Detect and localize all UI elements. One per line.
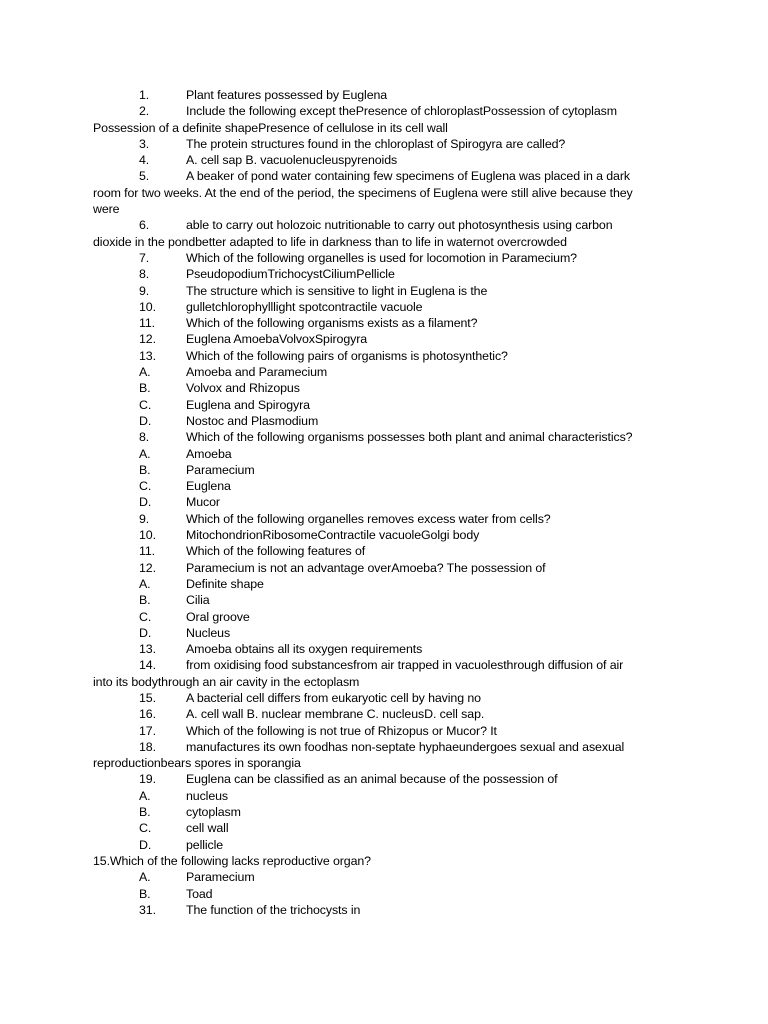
item-text: Amoeba obtains all its oxygen requirements	[186, 642, 423, 657]
item-text: manufactures its own foodhas non-septate hyphaeundergoes sexual and asexual	[186, 739, 625, 754]
list-item	[93, 315, 683, 331]
list-item	[93, 739, 683, 755]
list-item	[93, 494, 683, 510]
item-marker: A.	[139, 788, 151, 803]
list-item	[93, 592, 683, 608]
item-text: Euglena AmoebaVolvoxSpirogyra	[186, 332, 368, 347]
item-text: cytoplasm	[186, 805, 241, 820]
item-marker: 9.	[139, 511, 150, 526]
list-item	[93, 331, 683, 347]
list-item	[93, 478, 683, 494]
item-text: Mucor	[186, 495, 220, 510]
list-item	[93, 397, 683, 413]
item-marker: A.	[139, 365, 151, 380]
item-text: Paramecium	[186, 870, 255, 885]
list-item	[93, 103, 683, 119]
list-item	[93, 380, 683, 396]
item-text: nucleus	[186, 788, 229, 803]
list-item	[93, 820, 683, 836]
list-item	[93, 886, 683, 902]
list-item	[93, 87, 683, 103]
item-marker: 4.	[139, 153, 150, 168]
list-item	[93, 625, 683, 641]
item-marker: C.	[139, 821, 152, 836]
question-list	[93, 87, 683, 918]
item-text: MitochondrionRibosomeContractile vacuoleGolgi body	[186, 528, 480, 543]
item-text: cell wall	[186, 821, 229, 836]
item-text: Which of the following organelles removes excess water from cells?	[186, 511, 551, 526]
item-marker: 31.	[139, 902, 156, 917]
item-text: Cilia	[186, 593, 210, 608]
item-text: The protein structures found in the chloroplast of Spirogyra are called?	[186, 136, 566, 151]
item-marker: 12.	[139, 332, 156, 347]
item-text: A. cell sap B. vacuolenucleuspyrenoids	[186, 153, 398, 168]
list-item	[93, 217, 683, 233]
item-marker: 16.	[139, 707, 156, 722]
item-marker: B.	[139, 886, 151, 901]
list-item	[93, 804, 683, 820]
item-continuation: into its bodythrough an air cavity in the ectoplasm	[93, 674, 360, 689]
item-text: Euglena can be classified as an animal because of the possession of	[186, 772, 558, 787]
item-text: The structure which is sensitive to light in Euglena is the	[186, 283, 488, 298]
item-marker: 5.	[139, 169, 150, 184]
item-marker: 13.	[139, 348, 156, 363]
list-item	[93, 266, 683, 282]
item-marker: 11.	[139, 544, 156, 559]
item-text: Euglena and Spirogyra	[186, 397, 310, 412]
list-item	[93, 462, 683, 478]
item-text: able to carry out holozoic nutritionable to carry out photosynthesis using carbon	[186, 218, 613, 233]
list-item	[93, 690, 683, 706]
item-marker: 7.	[139, 250, 150, 265]
item-marker: 6.	[139, 218, 150, 233]
item-text: A bacterial cell differs from eukaryotic cell by having no	[186, 690, 481, 705]
item-text: Which of the following is not true of Rhizopus or Mucor? It	[186, 723, 497, 738]
item-text: Euglena	[186, 479, 231, 494]
list-item	[93, 152, 683, 168]
list-item	[93, 560, 683, 576]
item-marker: B.	[139, 805, 151, 820]
list-item	[93, 168, 683, 184]
list-item	[93, 136, 683, 152]
item-text: Paramecium is not an advantage overAmoeba? The possession of	[186, 560, 546, 575]
item-marker: 15.	[139, 690, 156, 705]
item-marker: 10.	[139, 528, 156, 543]
item-marker: B.	[139, 462, 151, 477]
item-text: Nostoc and Plasmodium	[186, 413, 319, 428]
item-text: Include the following except thePresence of chloroplastPossession of cytoplasm	[186, 104, 617, 119]
item-continuation: reproductionbears spores in sporangia	[93, 756, 301, 771]
item-marker: 18.	[139, 739, 156, 754]
item-text: Which of the following pairs of organisms is photosynthetic?	[186, 348, 508, 363]
item-text: Definite shape	[186, 576, 264, 591]
item-marker: D.	[139, 837, 152, 852]
item-marker: 11.	[139, 316, 156, 331]
item-marker: 8.	[139, 267, 150, 282]
item-text: Which of the following features of	[186, 544, 366, 559]
item-text: Volvox and Rhizopus	[186, 381, 300, 396]
item-marker: 8.	[139, 430, 150, 445]
list-item	[93, 446, 683, 462]
question-heading: 15.Which of the following lacks reproductive organ?	[93, 853, 371, 868]
item-text: Which of the following organisms exists as a filament?	[186, 316, 478, 331]
list-item	[93, 706, 683, 722]
item-marker: 3.	[139, 136, 150, 151]
item-marker: 10.	[139, 299, 156, 314]
list-item	[93, 283, 683, 299]
item-marker: 17.	[139, 723, 156, 738]
item-marker: B.	[139, 593, 151, 608]
item-continuation: dioxide in the pondbetter adapted to life in darkness than to life in waternot overcrowded	[93, 234, 567, 249]
item-text: Plant features possessed by Euglena	[186, 88, 388, 102]
list-item	[93, 348, 683, 364]
list-item	[93, 250, 683, 266]
item-marker: 14.	[139, 658, 156, 673]
item-marker: A.	[139, 446, 151, 461]
list-item	[93, 788, 683, 804]
list-item	[93, 429, 683, 445]
list-item	[93, 657, 683, 673]
item-text: Toad	[186, 886, 213, 901]
item-text: A. cell wall B. nuclear membrane C. nucleusD. cell sap.	[186, 707, 485, 722]
item-marker: 2.	[139, 104, 150, 119]
item-text: A beaker of pond water containing few specimens of Euglena was placed in a dark	[186, 169, 630, 184]
item-text: Nucleus	[186, 625, 231, 640]
item-marker: D.	[139, 413, 152, 428]
item-text: pellicle	[186, 837, 224, 852]
item-marker: 13.	[139, 642, 156, 657]
item-text: Amoeba	[186, 446, 232, 461]
item-text: Amoeba and Paramecium	[186, 365, 328, 380]
item-text: Paramecium	[186, 462, 255, 477]
item-marker: A.	[139, 576, 151, 591]
item-text: Which of the following organisms possesses both plant and animal characteristics?	[186, 430, 633, 445]
list-item	[93, 902, 683, 918]
item-marker: 1.	[139, 88, 150, 102]
item-marker: B.	[139, 381, 151, 396]
list-item	[93, 543, 683, 559]
item-marker: 9.	[139, 283, 150, 298]
item-continuation: room for two weeks. At the end of the period, the specimens of Euglena were still alive because they were	[93, 185, 633, 217]
item-marker: C.	[139, 609, 152, 624]
list-item	[93, 364, 683, 380]
item-marker: C.	[139, 397, 152, 412]
item-text: Oral groove	[186, 609, 250, 624]
list-item	[93, 511, 683, 527]
item-marker: D.	[139, 495, 152, 510]
item-text: Which of the following organelles is used for locomotion in Paramecium?	[186, 250, 577, 265]
list-item	[93, 413, 683, 429]
item-marker: D.	[139, 625, 152, 640]
item-continuation: Possession of a definite shapePresence of cellulose in its cell wall	[93, 120, 448, 135]
list-item	[93, 771, 683, 787]
item-marker: C.	[139, 479, 152, 494]
item-marker: 12.	[139, 560, 156, 575]
item-text: PseudopodiumTrichocystCiliumPellicle	[186, 267, 395, 282]
list-item	[93, 527, 683, 543]
list-item	[93, 299, 683, 315]
list-item	[93, 723, 683, 739]
item-text: gulletchlorophylllight spotcontractile vacuole	[186, 299, 423, 314]
list-item	[93, 609, 683, 625]
list-item	[93, 641, 683, 657]
item-text: The function of the trichocysts in	[186, 902, 361, 917]
list-item	[93, 576, 683, 592]
list-item	[93, 869, 683, 885]
item-marker: A.	[139, 870, 151, 885]
list-item	[93, 837, 683, 853]
item-marker: 19.	[139, 772, 156, 787]
item-text: from oxidising food substancesfrom air trapped in vacuolesthrough diffusion of air	[186, 658, 624, 673]
